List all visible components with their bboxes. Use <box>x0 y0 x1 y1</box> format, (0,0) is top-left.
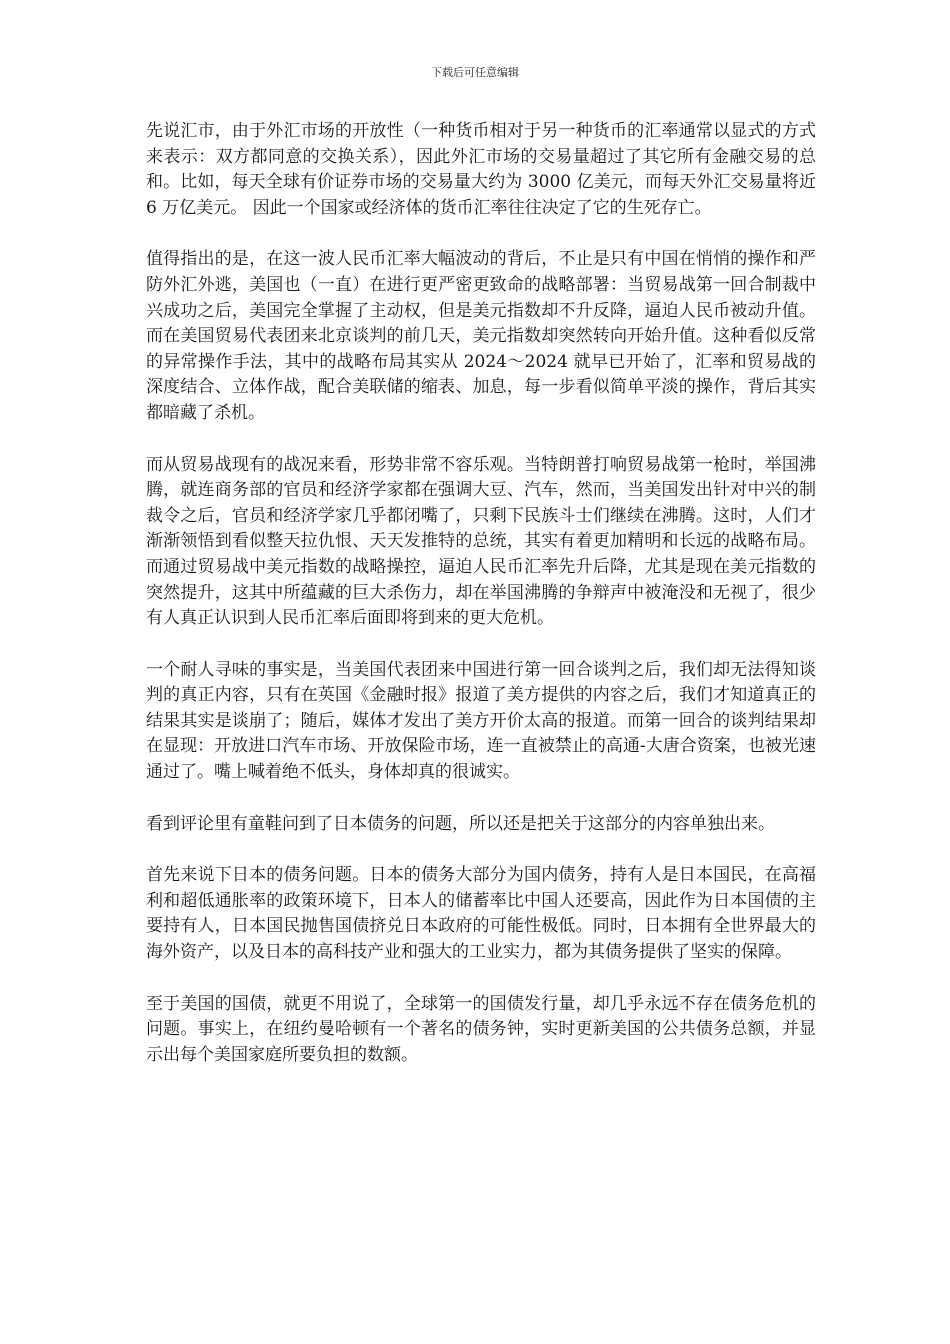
paragraph-trade-war-situation: 而从贸易战现有的战况来看，形势非常不容乐观。当特朗普打响贸易战第一枪时，举国沸腾，就连商务部的官员和经济学家都在强调大豆、汽车，然而，当美国发出针对中兴的制裁令之后，官员和经济学家几乎都闭嘴了，只剩下民族斗士们继续在沸腾。这时，人们才渐渐领悟到看似整天拉仇恨、天天发推特的总统，其实有着更加精明和长远的战略布局。而通过贸易战中美元指数的战略操控，逼迫人民币汇率先升后降，尤其是现在美元指数的突然提升，这其中所蕴藏的巨大杀伤力，却在举国沸腾的争辩声中被淹没和无视了，很少有人真正认识到人民币汇率后面即将到来的更大危机。 <box>146 454 816 629</box>
paragraph-us-debt: 至于美国的国债，就更不用说了，全球第一的国债发行量，却几乎永远不存在债务危机的问题。事实上，在纽约曼哈顿有一个著名的债务钟，实时更新美国的公共债务总额，并显示出每个美国家庭所要负担的数额。 <box>146 993 816 1065</box>
paragraph-japan-debt: 首先来说下日本的债务问题。日本的债务大部分为国内债务，持有人是日本国民，在高福利和超低通胀率的政策环境下，日本人的储蓄率比中国人还要高，因此作为日本国债的主要持有人，日本国民抛售国债挤兑日本政府的可能性极低。同时，日本拥有全世界最大的海外资产，以及日本的高科技产业和强大的工业实力，都为其债务提供了坚实的保障。 <box>146 865 816 963</box>
paragraph-comment-note: 看到评论里有童鞋问到了日本债务的问题，所以还是把关于这部分的内容单独出来。 <box>146 813 775 834</box>
paragraph-rmb-volatility: 值得指出的是，在这一波人民币汇率大幅波动的背后，不止是只有中国在悄悄的操作和严防外汇外逃，美国也（一直）在进行更严密更致命的战略部署：当贸易战第一回合制裁中兴成功之后，美国完全掌握了主动权，但是美元指数却不升反降，逼迫人民币被动升值。而在美国贸易代表团来北京谈判的前几天，美元指数却突然转向开始升值。这种看似反常的异常操作手法，其中的战略布局其实从 2024～2024 就早已开始了，汇率和贸易战的深度结合、立体作战，配合美联储的缩表、加息，每一步看似简单平淡的操作，背后其实都暗藏了杀机。 <box>146 249 816 423</box>
paragraph-negotiation-fact: 一个耐人寻味的事实是，当美国代表团来中国进行第一回合谈判之后，我们却无法得知谈判的真正内容，只有在英国《金融时报》报道了美方提供的内容之后，我们才知道真正的结果其实是谈崩了；随后，媒体才发出了美方开价太高的报道。而第一回合的谈判结果却在显现：开放进口汽车市场、开放保险市场，连一直被禁止的高通-大唐合资案，也被光速通过了。嘴上喊着绝不低头，身体却真的很诚实。 <box>146 659 816 783</box>
paragraph-forex-market: 先说汇市，由于外汇市场的开放性（一种货币相对于另一种货币的汇率通常以显式的方式来表示：双方都同意的交换关系），因此外汇市场的交易量超过了其它所有金融交易的总和。比如，每天全球有价证券市场的交易量大约为 3000 亿美元，而每天外汇交易量将近 6 万亿美元。 因此一个国家或经济体的货币汇率往往决定了它的生死存亡。 <box>146 121 816 218</box>
document-body <box>146 119 816 1094</box>
header-note: 下载后可任意编辑 <box>431 66 519 79</box>
